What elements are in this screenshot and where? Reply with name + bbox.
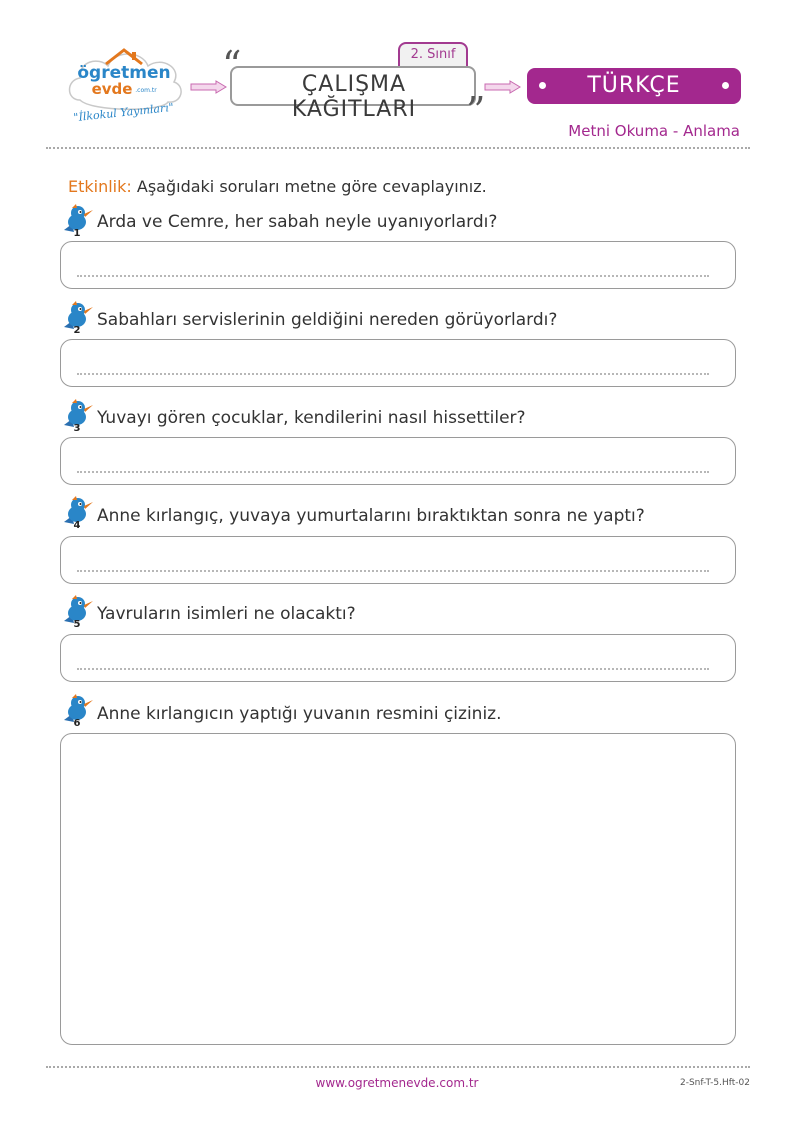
question-number: 1 bbox=[73, 228, 81, 239]
question-number: 3 bbox=[73, 423, 81, 434]
answer-field[interactable] bbox=[60, 241, 736, 289]
logo-sub-text: evde bbox=[91, 80, 133, 98]
bird-number-icon bbox=[60, 397, 94, 435]
answer-field[interactable] bbox=[60, 437, 736, 485]
question-text: Anne kırlangıcın yaptığı yuvanın resmini çiziniz. bbox=[97, 704, 502, 724]
page-title: ÇALIŞMA KAĞITLARI bbox=[291, 72, 417, 122]
question-number: 6 bbox=[73, 718, 81, 729]
close-quote-icon: ” bbox=[466, 89, 486, 133]
question-text: Arda ve Cemre, her sabah neyle uyanıyorlardı? bbox=[97, 212, 498, 232]
grade-tab: 2. Sınıf bbox=[398, 42, 468, 66]
bird-number-icon bbox=[60, 593, 94, 631]
answer-field[interactable] bbox=[60, 339, 736, 387]
logo-domain-text: .com.tr bbox=[135, 87, 157, 94]
subject-label: TÜRKÇE bbox=[587, 73, 681, 98]
activity-text: Aşağıdaki soruları metne göre cevaplayınız. bbox=[136, 177, 487, 196]
decorative-arrow-icon bbox=[484, 79, 522, 93]
publisher-logo bbox=[62, 42, 188, 126]
logo-tagline-text: "İlkokul Yayınları" bbox=[72, 100, 175, 125]
footer-divider bbox=[46, 1066, 750, 1068]
question-text: Sabahları servislerinin geldiğini nereden görüyorlardı? bbox=[97, 310, 558, 330]
footer-code: 2-Snf-T-5.Hft-02 bbox=[679, 1078, 750, 1088]
bird-number-icon bbox=[60, 299, 94, 337]
question-text: Anne kırlangıç, yuvaya yumurtalarını bıraktıktan sonra ne yaptı? bbox=[97, 506, 645, 526]
activity-label: Etkinlik: bbox=[68, 177, 132, 196]
answer-field[interactable] bbox=[60, 634, 736, 682]
drawing-area[interactable] bbox=[60, 733, 736, 1045]
header-divider bbox=[46, 147, 750, 149]
question-number: 4 bbox=[73, 520, 81, 531]
subject-badge bbox=[527, 68, 741, 104]
bird-number-icon bbox=[60, 692, 94, 730]
bullet-icon bbox=[722, 82, 729, 89]
activity-instruction bbox=[68, 177, 487, 196]
logo-main-text: ögretmen bbox=[77, 63, 171, 83]
bird-number-icon bbox=[60, 494, 94, 532]
open-quote-icon: “ bbox=[222, 43, 242, 87]
topic-label: Metni Okuma - Anlama bbox=[568, 122, 740, 140]
question-text: Yavruların isimleri ne olacaktı? bbox=[97, 604, 356, 624]
answer-field[interactable] bbox=[60, 536, 736, 584]
question-text: Yuvayı gören çocuklar, kendilerini nasıl hissettiler? bbox=[97, 408, 526, 428]
bird-number-icon bbox=[60, 202, 94, 240]
question-number: 5 bbox=[73, 619, 81, 630]
question-number: 2 bbox=[73, 325, 81, 336]
footer-url[interactable]: www.ogretmenevde.com.tr bbox=[315, 1076, 479, 1090]
